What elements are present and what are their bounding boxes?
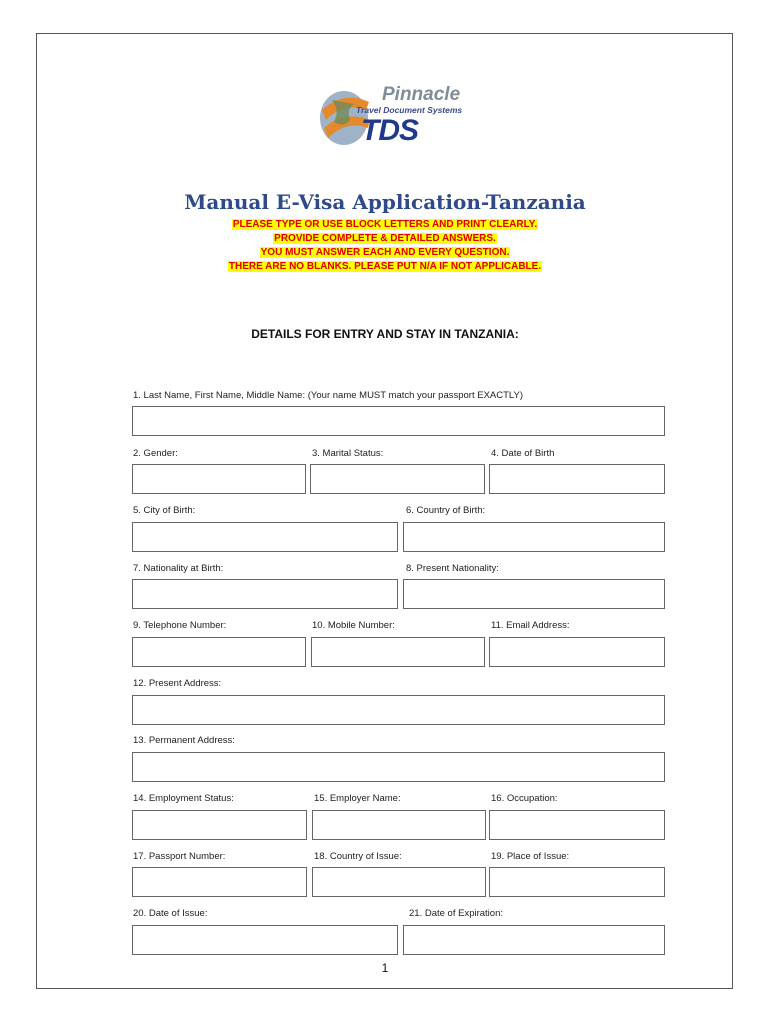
label-present-address: 12. Present Address: [133,678,222,689]
page-title: Manual E-Visa Application-Tanzania [184,190,586,214]
employer-name-field[interactable] [312,810,486,840]
label-employment-status: 14. Employment Status: [133,793,234,804]
marital-status-field[interactable] [310,464,485,494]
label-place-of-issue: 19. Place of Issue: [491,851,570,862]
label-date-of-birth: 4. Date of Birth [491,448,555,459]
label-permanent-address: 13. Permanent Address: [133,735,235,746]
date-of-expiration-field[interactable] [403,925,665,955]
label-full-name: 1. Last Name, First Name, Middle Name: (Your name MUST match your passport EXACTLY) [133,390,523,401]
label-date-of-issue: 20. Date of Issue: [133,908,208,919]
page-number: 1 [381,961,389,975]
label-mobile-number: 10. Mobile Number: [312,620,395,631]
label-passport-number: 17. Passport Number: [133,851,226,862]
pinnacle-tds-logo [314,80,464,150]
label-email-address: 11. Email Address: [491,620,570,631]
label-city-of-birth: 5. City of Birth: [133,505,196,516]
instruction-line-2: PROVIDE COMPLETE & DETAILED ANSWERS. [274,233,496,244]
label-gender: 2. Gender: [133,448,178,459]
nationality-at-birth-field[interactable] [132,579,398,609]
date-of-issue-field[interactable] [132,925,398,955]
label-country-of-issue: 18. Country of Issue: [314,851,402,862]
city-of-birth-field[interactable] [132,522,398,552]
employment-status-field[interactable] [132,810,307,840]
label-employer-name: 15. Employer Name: [314,793,401,804]
country-of-birth-field[interactable] [403,522,665,552]
date-of-birth-field[interactable] [489,464,665,494]
label-occupation: 16. Occupation: [491,793,558,804]
telephone-number-field[interactable] [132,637,306,667]
gender-field[interactable] [132,464,306,494]
instruction-line-4: THERE ARE NO BLANKS. PLEASE PUT N/A IF NOT APPLICABLE. [228,261,542,272]
occupation-field[interactable] [489,810,665,840]
passport-number-field[interactable] [132,867,307,897]
label-country-of-birth: 6. Country of Birth: [406,505,486,516]
label-date-of-expiration: 21. Date of Expiration: [409,908,503,919]
country-of-issue-field[interactable] [312,867,486,897]
place-of-issue-field[interactable] [489,867,665,897]
mobile-number-field[interactable] [311,637,485,667]
instruction-line-3: YOU MUST ANSWER EACH AND EVERY QUESTION. [260,247,510,258]
present-address-field[interactable] [132,695,665,725]
full-name-field[interactable] [132,406,665,436]
label-telephone-number: 9. Telephone Number: [133,620,227,631]
instruction-line-1: PLEASE TYPE OR USE BLOCK LETTERS AND PRINT CLEARLY. [232,219,538,230]
logo-brand: Pinnacle [382,84,461,105]
email-address-field[interactable] [489,637,665,667]
label-marital-status: 3. Marital Status: [312,448,384,459]
present-nationality-field[interactable] [403,579,665,609]
logo-tagline: Travel Document Systems [356,105,463,115]
label-nationality-at-birth: 7. Nationality at Birth: [133,563,224,574]
label-present-nationality: 8. Present Nationality: [406,563,499,574]
logo-mark: TDS [361,114,418,147]
section-heading: DETAILS FOR ENTRY AND STAY IN TANZANIA: [251,327,519,341]
permanent-address-field[interactable] [132,752,665,782]
